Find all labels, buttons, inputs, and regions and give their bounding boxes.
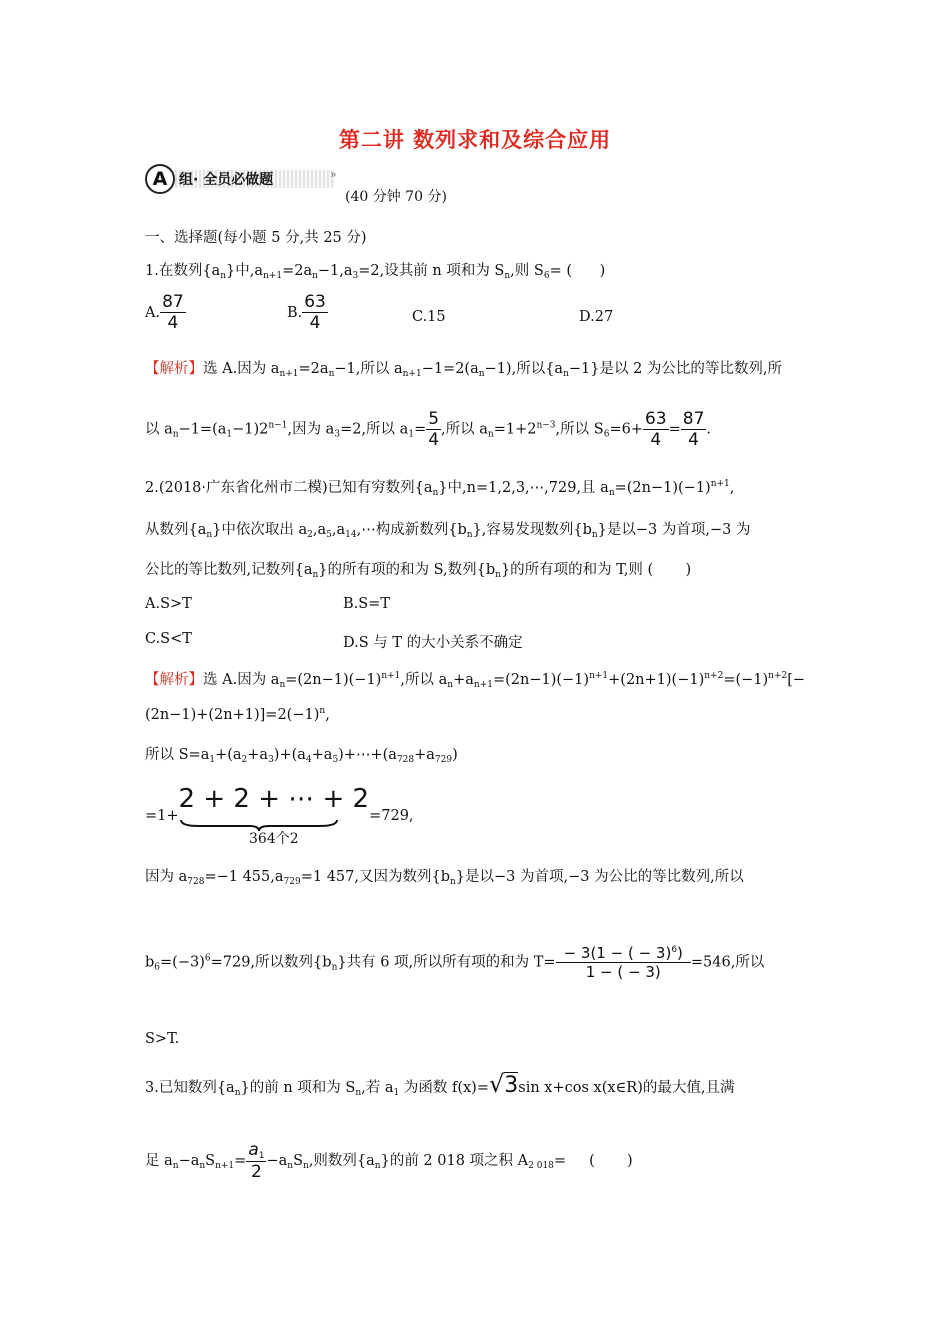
underbrace-sum: 2 + 2 + ⋯ + 2 364个2 — [178, 784, 370, 847]
q2-option-a: A.S>T — [145, 596, 192, 612]
option-d: D.27 — [579, 309, 614, 325]
q1-solution-line1: 【解析】选 A.因为 $a_{n+1}=2a_n-1$,所以 $a_{n+1}-1=2(a_n-1)$,所以$\{a_n-1\}$是以 2 为公比的等比数列,所 — [145, 361, 783, 379]
option-a: A. $\frac{87}{4}$ — [145, 292, 184, 333]
group-label: 组· 全员必做题 — [179, 172, 274, 188]
question-2-line3: 公比的等比数列,记数列$\{a_n\}$的所有项的和为 S,数列$\{b_n\}$的所有项的和为 T,则 ( ) — [145, 562, 692, 580]
q2-solution-sum: =1+2 + 2 + ⋯ + 2 364个2 =729, — [145, 784, 414, 847]
group-letter-circle: A — [145, 164, 175, 194]
question-2-line2: 从数列$\{a_n\}$中依次取出 $a_2,a_5,a_{14},\cdots$构成新数列$\{b_n\}$,容易发现数列$\{b_n\}$是以−3 为首项,−3 为 — [145, 522, 751, 540]
q2-solution-line4: 因为 $a_{728}=-1$ $455,a_{729}=1$ 457,又因为数列$\{b_n\}$是以−3 为首项,−3 为公比的等比数列,所以 — [145, 869, 744, 887]
double-arrow-icon: » — [330, 168, 337, 181]
option-c: C.15 — [412, 309, 446, 325]
option-b: B. $\frac{63}{4}$ — [286, 292, 326, 333]
section-heading: 一、选择题(每小题 5 分,共 25 分) — [145, 230, 367, 246]
question-1-options — [145, 292, 328, 333]
time-score: (40 分钟 70 分) — [345, 189, 447, 205]
q2-solution-line2: $(2n-1)+(2n+1)]=2(-1)^n$, — [145, 706, 330, 723]
sqrt-3: √3 — [488, 1070, 519, 1098]
q2-solution-line1: 【解析】选 A.因为 $a_n=(2n-1)(-1)^{n+1}$,所以 $a_n+a_{n+1}=(2n-1)(-1)^{n+1}+(2n+1)(-1)^{n+2}=(-1)^{n+2}[-$ — [145, 671, 806, 690]
question-3-line1: 3.已知数列$\{a_n\}$的前 n 项和为 $S_n$,若 $a_1$ 为函数 f(x)=√3sin x+cos x(x∈R)的最大值,且满 — [145, 1070, 735, 1098]
q2-option-b: B.S=T — [343, 596, 391, 612]
q2-solution-line3: 所以 $S=a_1+(a_2+a_3)+(a_4+a_5)+\cdots+(a_{728}+a_{729})$ — [145, 747, 458, 765]
question-1-stem: 1.在数列$\{a_n\}$中$,a_{n+1}=2a_n-1,a_3=2$,设其前 n 项和为 $S_n$,则 $S_6=$ ( ) — [145, 263, 606, 281]
group-a-badge — [145, 164, 340, 192]
question-3-line2: 足 $a_n-a_nS_{n+1}=$ $\frac{a_1}{2}$ $-a_nS_n$,则数列$\{a_n\}$的前 2 018 项之积 $A_{2 018}=$ ( ) — [145, 1140, 633, 1182]
q1-solution-line2: 以 $a_n-1=(a_1-1)2^{n-1}$,因为 $a_3=2$,所以 $a_1=$ $\frac{5}{4}$ ,所以 $a_n=1+2^{n-3}$,所以 $S_6=6+$ $\frac{63}{4}$ = $\frac{87}{4}$ . — [145, 409, 712, 450]
q2-solution-line6: S>T. — [145, 1031, 180, 1047]
q2-solution-line5: $b_6=(-3)^6=729$,所以数列$\{b_n\}$共有 6 项,所以所有项的和为 T= $\frac{- 3(1 - ( - 3)^6)}{1 - ( - 3)}$ =546,所以 — [145, 944, 765, 981]
page-title: 第二讲 数列求和及综合应用 — [338, 128, 612, 152]
q2-option-c: C.S<T — [145, 631, 192, 647]
q2-option-d: D.S 与 T 的大小关系不确定 — [343, 635, 523, 651]
question-2-line1: 2.(2018·广东省化州市二模)已知有穷数列$\{a_n\}$中,n=1,2,3,⋯,729,且 $a_n=(2n-1)(-1)^{n+1}$, — [145, 479, 735, 498]
